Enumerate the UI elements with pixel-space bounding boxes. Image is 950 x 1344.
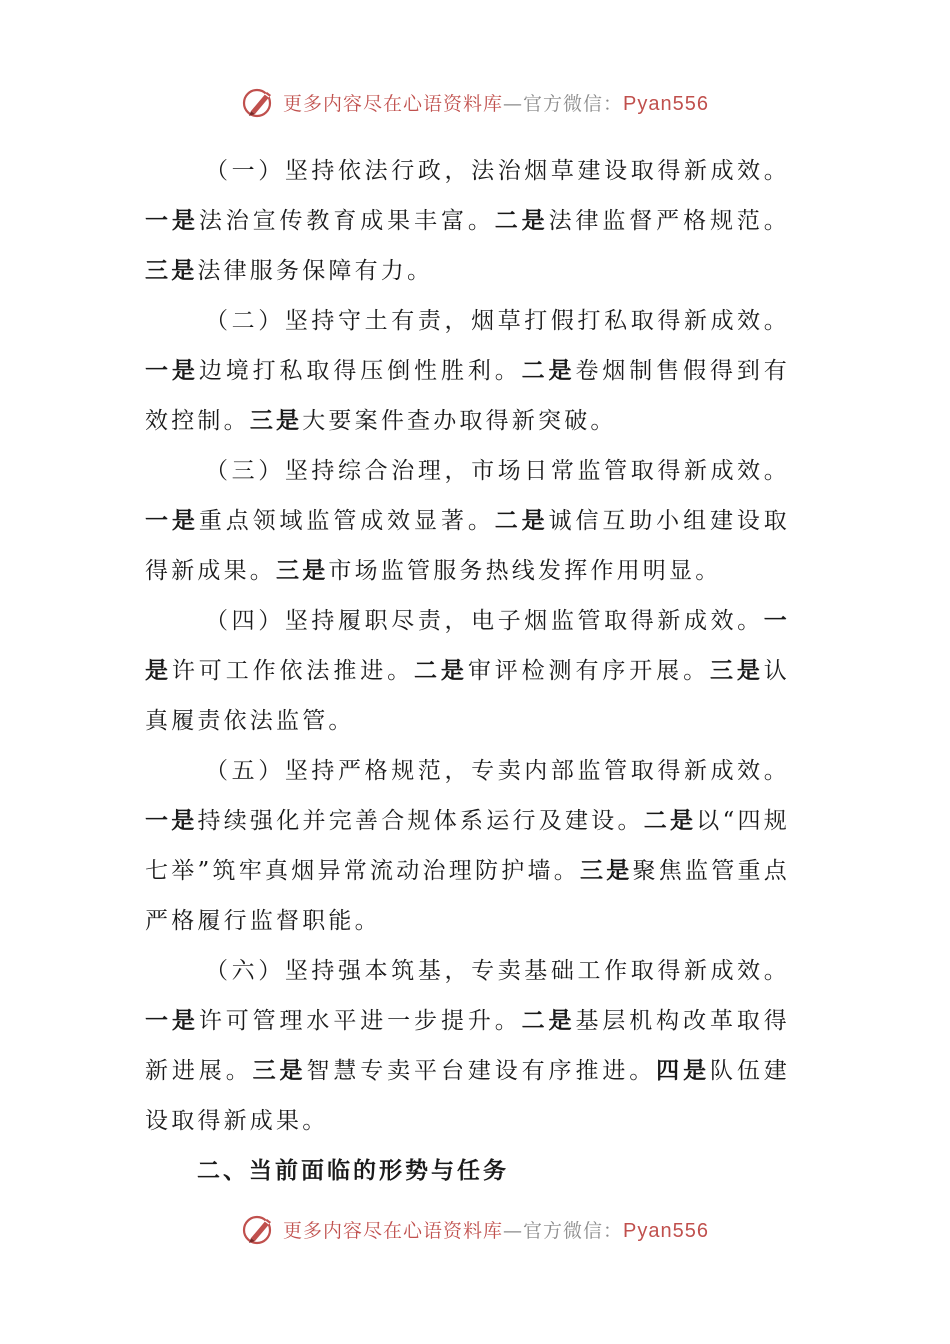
item-text: 大要案件查办取得新突破。 (302, 408, 617, 434)
item-text: 许可工作依法推进。 (171, 658, 415, 684)
item-mark: 二是 (521, 357, 576, 384)
section-lead: （四）坚持履职尽责，电子烟监管取得新成效。 (205, 608, 764, 634)
item-text: 边境打私取得压倒性胜利。 (198, 358, 522, 384)
item-text: 持续强化并完善合规体系运行及建设。 (197, 808, 644, 834)
item-text: 重点领域监管成效显著。 (198, 508, 495, 534)
item-text: 许可管理水平进一步提升。 (198, 1008, 522, 1034)
item-mark: 三是 (709, 657, 764, 684)
section-paragraph-2 (145, 296, 790, 446)
section-lead: （三）坚持综合治理，市场日常监管取得新成效。 (205, 458, 790, 484)
item-mark: 一是 (145, 1007, 199, 1034)
item-mark: 三是 (249, 407, 303, 434)
item-text: 法治宣传教育成果丰富。 (198, 208, 495, 234)
item-mark: 四是 (656, 1057, 710, 1084)
item-text: 认真履责依法监管。 (145, 658, 790, 734)
body-text (145, 146, 790, 1196)
item-mark: 一是 (145, 807, 198, 834)
section-lead: （二）坚持守土有责，烟草打假打私取得新成效。 (205, 308, 790, 334)
item-mark: 一是 (145, 507, 199, 534)
item-mark: 二是 (414, 657, 468, 684)
pen-logo-icon (241, 1211, 277, 1247)
section-lead: （五）坚持严格规范，专卖内部监管取得新成效。 (205, 758, 790, 784)
item-text: 聚焦监管重点严格履行监督职能。 (145, 858, 791, 934)
section-heading: 二、当前面临的形势与任务 (197, 1158, 509, 1184)
section-paragraph-5 (145, 746, 790, 946)
item-text: 法律监督严格规范。 (548, 208, 790, 234)
section-paragraph-1 (145, 146, 790, 296)
section-paragraph-3 (145, 446, 790, 596)
item-text: 卷烟制售假得到有效控制。 (145, 358, 790, 434)
item-text: 审评检测有序开展。 (467, 658, 710, 684)
watermark-footer (0, 1209, 950, 1249)
watermark-text: 更多内容尽在心语资料库—官方微信：Pyan556 (283, 1219, 709, 1242)
pen-logo-icon (241, 84, 277, 120)
item-mark: 三是 (252, 1057, 307, 1084)
item-text: 队伍建设取得新成果。 (145, 1058, 790, 1134)
section-lead: （六）坚持强本筑基，专卖基础工作取得新成效。 (205, 958, 790, 984)
item-text: 法律服务保障有力。 (197, 258, 434, 284)
section-paragraph-4 (145, 596, 790, 746)
item-mark: 一是 (145, 357, 199, 384)
item-mark: 三是 (580, 857, 633, 884)
item-text: 市场监管服务热线发挥作用明显。 (328, 558, 722, 584)
watermark-text: 更多内容尽在心语资料库—官方微信：Pyan556 (283, 92, 709, 115)
item-mark: 一是 (145, 607, 790, 684)
item-mark: 二是 (521, 1007, 576, 1034)
item-mark: 二是 (494, 507, 549, 534)
section-lead: （一）坚持依法行政，法治烟草建设取得新成效。 (205, 158, 790, 184)
item-text: 诚信互助小组建设取得新成果。 (145, 508, 790, 584)
item-mark: 二是 (494, 207, 549, 234)
item-mark: 二是 (643, 807, 697, 834)
item-mark: 三是 (276, 557, 329, 584)
item-text: 以“四规七举”筑牢真烟异常流动治理防护墙。 (145, 808, 791, 884)
item-mark: 三是 (145, 257, 198, 284)
watermark-header (0, 82, 950, 122)
item-text: 智慧专卖平台建设有序推进。 (306, 1058, 657, 1084)
item-mark: 一是 (145, 207, 199, 234)
item-text: 基层机构改革取得新进展。 (145, 1008, 790, 1084)
section-paragraph-6 (145, 946, 790, 1146)
